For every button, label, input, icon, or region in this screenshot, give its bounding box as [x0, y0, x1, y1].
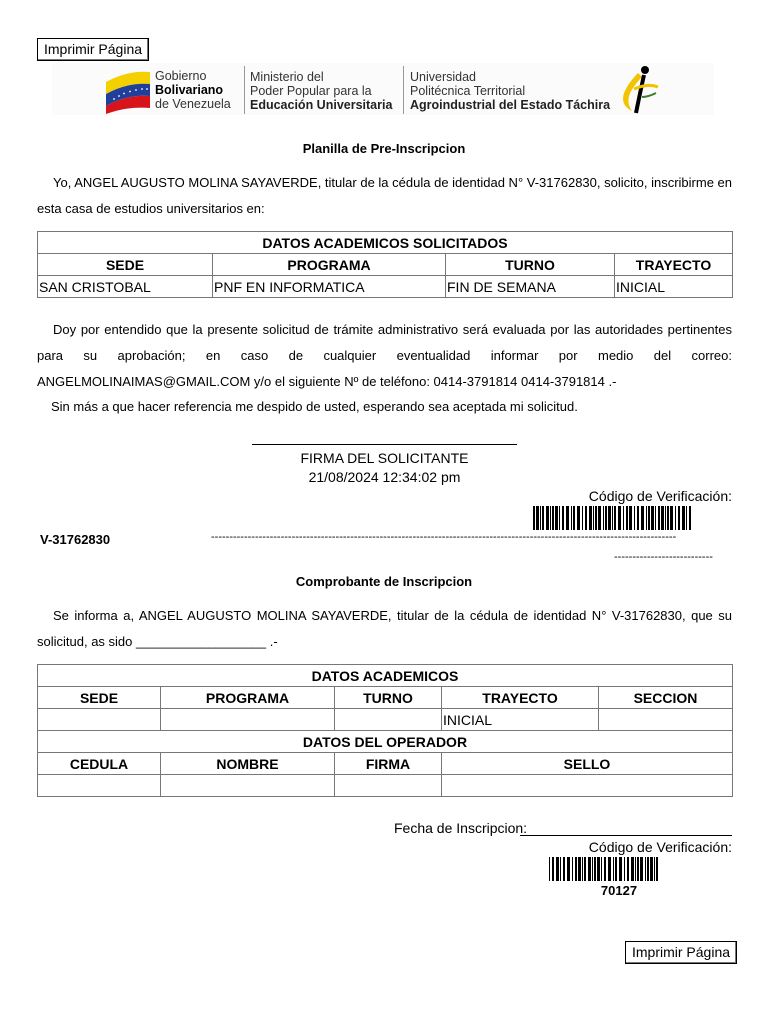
barcode-bar	[560, 857, 561, 881]
cut-line: ---------------------------	[614, 551, 713, 563]
barcode-bar	[578, 857, 581, 881]
planilla-closing: Sin más a que hacer referencia me despido de usted, esperando sea aceptada mi solicitud.	[51, 399, 578, 414]
verification-label: Código de Verificación:	[588, 839, 732, 855]
barcode-bar	[567, 857, 570, 881]
barcode-bar	[563, 857, 565, 881]
barcode-bar	[650, 857, 653, 881]
barcode-bar	[682, 506, 685, 530]
barcode-bar	[640, 857, 643, 881]
ministry-text: Ministerio del Poder Popular para la Educación Universitaria	[250, 70, 393, 112]
column-header: TRAYECTO	[615, 254, 733, 276]
cell-programa: PNF EN INFORMATICA	[213, 276, 446, 298]
comprobante-intro: Se informa a, ANGEL AUGUSTO MOLINA SAYAVERDE, titular de la cédula de identidad N° V-31762830, que su solicitud, as sido __________________ .-	[37, 608, 732, 649]
barcode-bar	[689, 506, 691, 530]
column-header: TURNO	[446, 254, 615, 276]
column-header: TRAYECTO	[442, 687, 599, 709]
barcode-bar	[654, 857, 655, 881]
academic-data-table	[37, 664, 733, 797]
barcode-bar	[618, 506, 621, 530]
barcode-bar	[629, 506, 632, 530]
barcode-bar	[559, 506, 560, 530]
gov-text: Gobierno Bolivariano de Venezuela	[155, 69, 231, 111]
barcode-bar	[582, 506, 583, 530]
column-header: SEDE	[38, 254, 213, 276]
print-button-bottom[interactable]: Imprimir Página	[625, 941, 737, 964]
operator-title: DATOS DEL OPERADOR	[38, 731, 733, 753]
barcode-bar	[678, 506, 680, 530]
barcode-bar	[658, 506, 660, 530]
fecha-line	[520, 835, 732, 836]
signature-block	[252, 449, 517, 487]
barcode-bar	[556, 857, 559, 881]
barcode-bar	[667, 506, 669, 530]
barcode-bar	[686, 506, 687, 530]
cell-turno	[335, 709, 442, 731]
barcode-bar	[612, 506, 613, 530]
barcode-bar	[546, 506, 549, 530]
barcode-bar	[613, 857, 614, 881]
table-row	[38, 276, 733, 298]
barcode-bar	[631, 857, 634, 881]
table-title: DATOS ACADEMICOS SOLICITADOS	[38, 232, 733, 254]
barcode-bar	[614, 506, 616, 530]
barcode-bar	[549, 857, 550, 881]
barcode-bar	[608, 506, 611, 530]
cell-nombre	[161, 775, 335, 797]
barcode-bar	[593, 506, 594, 530]
table-title: DATOS ACADEMICOS	[38, 665, 733, 687]
signature-line	[252, 444, 517, 445]
barcode-bar	[655, 506, 656, 530]
cedula-stub: V-31762830	[40, 532, 111, 547]
venezuela-flag-logo	[104, 68, 152, 114]
column-header: SELLO	[442, 753, 733, 775]
barcode-bar	[584, 857, 586, 881]
planilla-body: Doy por entendido que la presente solicitud de trámite administrativo será evaluada por las autoridades pertinentes para su aprobación; en caso de cualquier eventualidad informar por medio del correo: ANGELMOLINAIMAS@GMAIL.COM y/o el siguiente Nº de teléfono: 0414-3791814 0414-3791814 .-	[37, 322, 732, 389]
column-header: CEDULA	[38, 753, 161, 775]
cell-programa	[161, 709, 335, 731]
barcode-bar	[601, 857, 602, 881]
barcode-bar	[540, 506, 541, 530]
cell-trayecto: INICIAL	[615, 276, 733, 298]
column-header: FIRMA	[335, 753, 442, 775]
barcode-bar	[648, 506, 650, 530]
barcode-bar	[647, 857, 649, 881]
barcode-bar	[588, 857, 591, 881]
barcode-bar	[626, 506, 628, 530]
verification-label: Código de Verificación:	[588, 488, 732, 504]
barcode-bar	[624, 857, 625, 881]
academic-data-requested-table	[37, 231, 733, 298]
barcode-bar	[536, 506, 539, 530]
barcode-bar	[550, 506, 551, 530]
verification-barcode	[533, 506, 693, 530]
comprobante-title: Comprobante de Inscripcion	[295, 574, 473, 589]
table-row	[38, 775, 733, 797]
barcode-bar	[623, 506, 624, 530]
barcode-bar	[627, 857, 629, 881]
cell-firma	[335, 775, 442, 797]
verification-barcode	[549, 857, 661, 881]
barcode-bar	[582, 857, 583, 881]
column-header: TURNO	[335, 687, 442, 709]
column-header: NOMBRE	[161, 753, 335, 775]
barcode-bar	[594, 857, 596, 881]
cell-turno: FIN DE SEMANA	[446, 276, 615, 298]
barcode-bar	[608, 857, 611, 881]
barcode-bar	[552, 857, 554, 881]
barcode-bar	[637, 857, 639, 881]
barcode-bar	[552, 506, 554, 530]
university-text: Universidad Politécnica Territorial Agroindustrial del Estado Táchira	[410, 70, 611, 112]
university-logo	[618, 63, 662, 119]
cell-sede	[38, 709, 161, 731]
barcode-bar	[597, 857, 600, 881]
barcode-bar	[675, 506, 676, 530]
cell-cedula	[38, 775, 161, 797]
barcode-bar	[670, 506, 673, 530]
barcode-bar	[566, 506, 569, 530]
barcode-bar	[661, 506, 664, 530]
barcode-bar	[572, 857, 573, 881]
table-row	[38, 709, 733, 731]
barcode-bar	[533, 506, 535, 530]
barcode-bar	[595, 506, 597, 530]
barcode-bar	[589, 506, 592, 530]
barcode-bar	[592, 857, 593, 881]
barcode-bar	[615, 857, 617, 881]
barcode-bar	[619, 857, 622, 881]
column-header: SECCION	[599, 687, 733, 709]
barcode-bar	[634, 506, 635, 530]
barcode-bar	[656, 857, 658, 881]
cell-sede: SAN CRISTOBAL	[38, 276, 213, 298]
barcode-bar	[605, 506, 607, 530]
barcode-bar	[575, 857, 577, 881]
cell-sello	[442, 775, 733, 797]
header-divider	[244, 66, 245, 114]
cut-line: -------------------------------------------------------------------------------------------------------------------------------	[211, 531, 677, 543]
verification-code: 70127	[600, 883, 638, 898]
barcode-bar	[577, 506, 580, 530]
cell-seccion	[599, 709, 733, 731]
barcode-bar	[604, 857, 606, 881]
fecha-label: Fecha de Inscripcion:	[394, 820, 528, 836]
barcode-bar	[562, 506, 564, 530]
signature-label: FIRMA DEL SOLICITANTE	[300, 450, 469, 466]
barcode-bar	[571, 506, 572, 530]
header-divider	[403, 66, 404, 114]
print-button-top[interactable]: Imprimir Página	[37, 38, 149, 61]
barcode-bar	[641, 506, 644, 530]
barcode-bar	[637, 506, 639, 530]
column-header: PROGRAMA	[213, 254, 446, 276]
barcode-bar	[555, 506, 558, 530]
column-header: SEDE	[38, 687, 161, 709]
barcode-bar	[598, 506, 601, 530]
barcode-bar	[585, 506, 587, 530]
barcode-bar	[542, 506, 544, 530]
barcode-bar	[665, 506, 666, 530]
barcode-bar	[603, 506, 604, 530]
barcode-bar	[645, 857, 646, 881]
timestamp: 21/08/2024 12:34:02 pm	[308, 469, 461, 485]
barcode-bar	[651, 506, 654, 530]
cell-trayecto: INICIAL	[442, 709, 599, 731]
planilla-title: Planilla de Pre-Inscripcion	[302, 141, 466, 156]
column-header: PROGRAMA	[161, 687, 335, 709]
barcode-bar	[646, 506, 647, 530]
barcode-bar	[635, 857, 636, 881]
barcode-bar	[573, 506, 575, 530]
planilla-intro: Yo, ANGEL AUGUSTO MOLINA SAYAVERDE, titular de la cédula de identidad N° V-31762830, solicito, inscribirme en esta casa de estudios universitarios en:	[37, 175, 732, 216]
